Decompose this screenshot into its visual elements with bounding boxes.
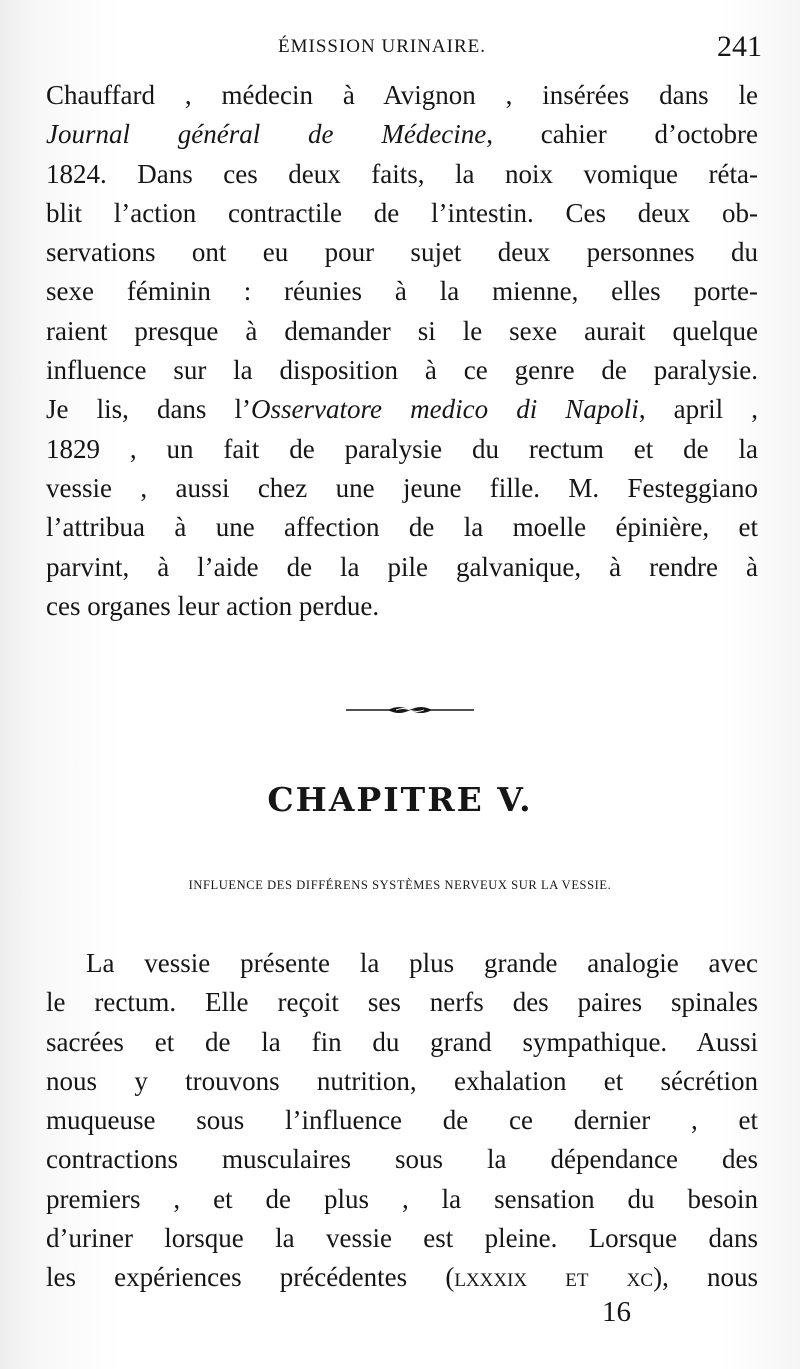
text-line: nous y trouvons nutrition, exhalation et sécrétion bbox=[46, 1065, 758, 1096]
text-fragment: , cahier d’octobre bbox=[486, 119, 758, 150]
journal-title: Journal général de Médecine bbox=[46, 119, 487, 150]
roman-numerals: lxxxix et xc bbox=[454, 1262, 654, 1293]
text-line: raient presque à demander si le sexe aurait quelque bbox=[46, 315, 758, 346]
text-line: Chauffard , médecin à Avignon , insérées dans le bbox=[46, 80, 758, 110]
chapter-subtitle: INFLUENCE DES DIFFÉRENS SYSTÈMES NERVEUX SUR LA VESSIE. bbox=[188, 878, 612, 892]
text-line: servations ont eu pour sujet deux personnes du bbox=[46, 237, 758, 268]
chapter-title: CHAPITRE V. bbox=[267, 780, 533, 819]
text-line: premiers , et de plus , la sensation du besoin bbox=[46, 1183, 758, 1214]
page-header bbox=[46, 30, 762, 70]
text-line: La vessie présente la plus grande analogie avec bbox=[86, 948, 758, 978]
running-head: ÉMISSION URINAIRE. bbox=[278, 36, 486, 57]
text-line bbox=[46, 1258, 758, 1297]
text-line: muqueuse sous l’influence de ce dernier , et bbox=[46, 1105, 758, 1136]
text-line: contractions musculaires sous la dépendance des bbox=[46, 1144, 758, 1175]
page-number: 241 bbox=[717, 30, 762, 63]
paragraph-continuation bbox=[46, 76, 758, 626]
text-fragment: , april , bbox=[638, 394, 758, 425]
chapter-body-paragraph bbox=[46, 944, 758, 1298]
text-line: le rectum. Elle reçoit ses nerfs des paires spinales bbox=[46, 987, 758, 1018]
text-line: ces organes leur action perdue. bbox=[46, 590, 380, 621]
text-fragment: les expériences précédentes ( bbox=[46, 1262, 455, 1293]
text-line: l’attribua à une affection de la moelle épinière, et bbox=[46, 512, 758, 543]
text-fragment: Je lis, dans l’ bbox=[46, 394, 252, 425]
text-line: influence sur la disposition à ce genre de paralysie. bbox=[46, 355, 758, 386]
text-line: 1824. Dans ces deux faits, la noix vomique réta- bbox=[46, 158, 758, 189]
text-fragment: ), nous bbox=[653, 1262, 759, 1293]
text-line bbox=[46, 115, 758, 154]
text-line: sacrées et de la fin du grand sympathique. Aussi bbox=[46, 1026, 758, 1057]
text-line bbox=[46, 390, 758, 429]
text-line: vessie , aussi chez une jeune fille. M. Festeggiano bbox=[46, 472, 758, 503]
journal-title: Osservatore medico di Napoli bbox=[251, 394, 639, 425]
signature-mark: 16 bbox=[602, 1296, 631, 1328]
text-line: blit l’action contractile de l’intestin. Ces deux ob- bbox=[46, 197, 758, 228]
text-line: 1829 , un fait de paralysie du rectum et de la bbox=[46, 433, 758, 464]
text-line: sexe féminin : réunies à la mienne, elles porte- bbox=[46, 276, 758, 307]
text-line: parvint, à l’aide de la pile galvanique, à rendre à bbox=[46, 551, 758, 582]
text-line: d’uriner lorsque la vessie est pleine. Lorsque dans bbox=[46, 1223, 758, 1254]
ornament-divider-icon bbox=[346, 703, 474, 717]
